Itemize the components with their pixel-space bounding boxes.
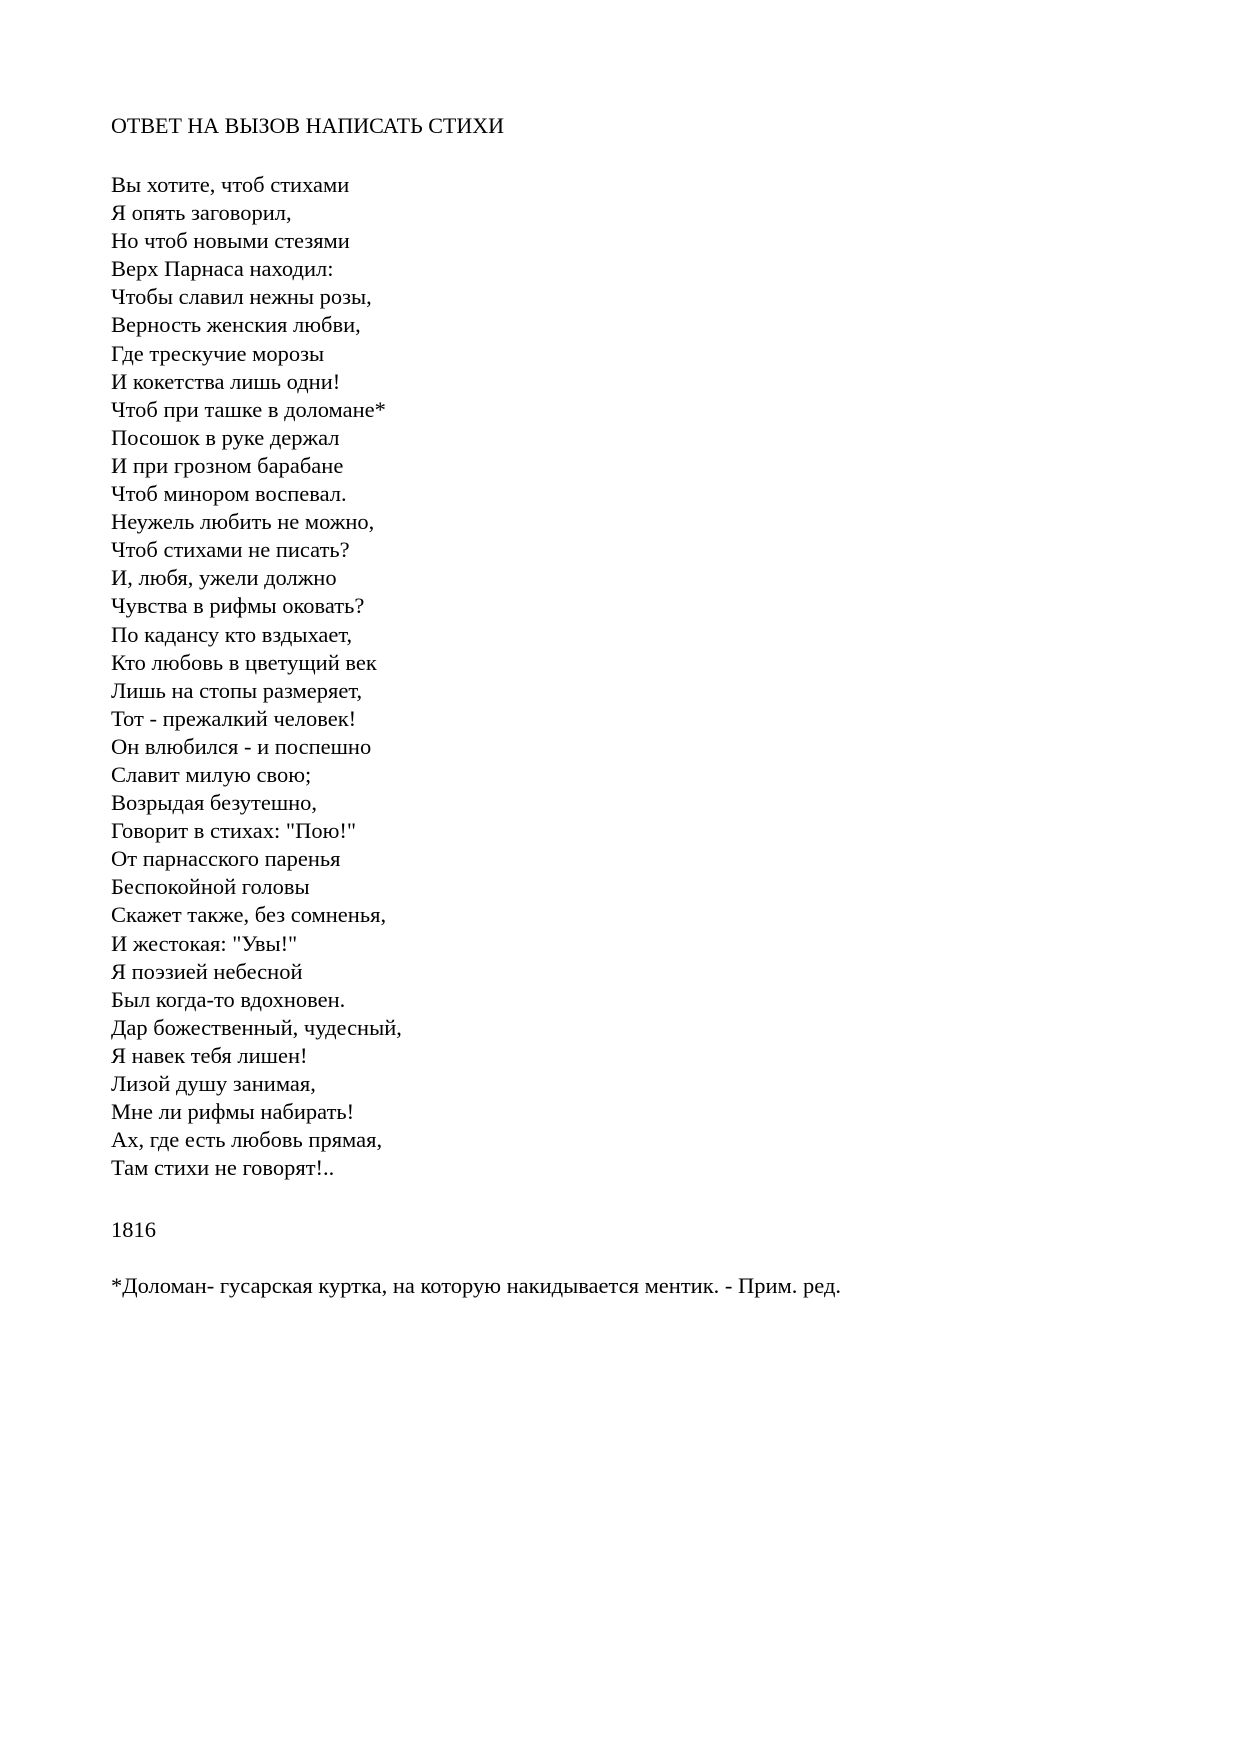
poem-line: Чтоб стихами не писать? (111, 537, 350, 563)
poem-line: И, любя, ужели должно (111, 565, 337, 591)
poem-line: Беспокойной головы (111, 874, 310, 900)
poem-line: Скажет также, без сомненья, (111, 902, 387, 928)
poem-line: Тот - прежалкий человек! (111, 705, 357, 731)
poem-line: Чувства в рифмы оковать? (111, 593, 365, 619)
poem-line: И кокетства лишь одни! (111, 368, 341, 394)
poem-line: Чтоб минором воспевал. (111, 481, 347, 507)
poem-body (111, 171, 402, 1182)
poem-line: По кадансу кто вздыхает, (111, 621, 353, 647)
poem-line: Был когда-то вдохновен. (111, 986, 346, 1012)
poem-line: Верность женския любви, (111, 312, 361, 338)
poem-line: Чтоб при ташке в доломане* (111, 396, 386, 422)
poem-line: Но чтоб новыми стезями (111, 228, 350, 254)
poem-line: И жестокая: "Увы!" (111, 930, 298, 956)
poem-line: Там стихи не говорят!.. (111, 1155, 335, 1181)
poem-line: Славит милую свою; (111, 761, 312, 787)
poem-line: Лизой душу занимая, (111, 1071, 316, 1096)
poem-line: От парнасского паренья (111, 846, 341, 872)
poem-line: Я поэзией небесной (111, 958, 303, 984)
poem-line: Кто любовь в цветущий век (111, 649, 377, 675)
poem-line: Неужель любить не можно, (111, 509, 375, 535)
poem-year: 1816 (111, 1217, 156, 1242)
poem-line: Говорит в стихах: "Пою!" (111, 818, 357, 844)
poem-line: Чтобы славил нежны розы, (111, 284, 372, 310)
poem-line: Где трескучие морозы (111, 340, 325, 366)
poem-line: Он влюбился - и поспешно (111, 733, 372, 759)
poem-line: Посошок в руке держал (111, 424, 340, 450)
poem-line: Я навек тебя лишен! (111, 1042, 308, 1068)
poem-line: Мне ли рифмы набирать! (111, 1099, 355, 1125)
poem-line: И при грозном барабане (111, 452, 344, 478)
poem-line: Верх Парнаса находил: (111, 256, 334, 282)
poem-line: Возрыдая безутешно, (111, 790, 318, 816)
poem-line: Дар божественный, чудесный, (111, 1014, 402, 1040)
poem-line: Вы хотите, чтоб стихами (111, 172, 350, 197)
footnote: *Доломан- гусарская куртка, на которую накидывается ментик. - Прим. ред. (111, 1273, 842, 1298)
poem-line: Я опять заговорил, (111, 200, 292, 226)
poem-line: Ах, где есть любовь прямая, (111, 1127, 383, 1153)
poem-line: Лишь на стопы размеряет, (111, 677, 363, 703)
poem-title: ОТВЕТ НА ВЫЗОВ НАПИСАТЬ СТИХИ (111, 113, 505, 138)
